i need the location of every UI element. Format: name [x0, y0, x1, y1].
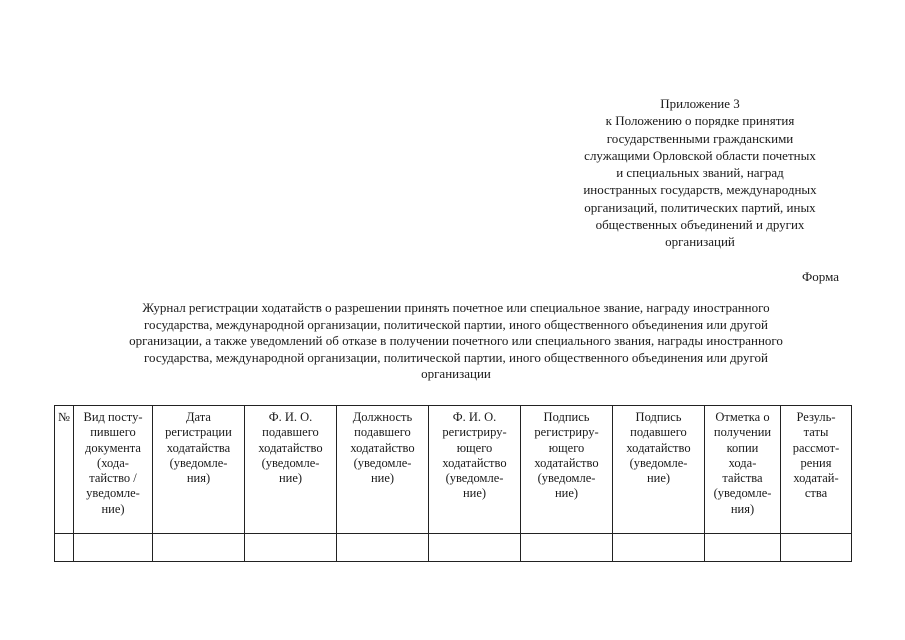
- column-header-applicant-position: Должность подавшего ходатайство (уведомле- ние): [337, 406, 429, 534]
- column-header-copy-receipt-mark: Отметка о получении копии хода- тайства (уведомле- ния): [705, 406, 781, 534]
- column-header-applicant-signature: Подпись подавшего ходатайство (уведомле- ние): [613, 406, 705, 534]
- appendix-line: государственными гражданскими: [606, 130, 794, 146]
- column-header-number: №: [55, 406, 74, 534]
- table-cell: [429, 534, 521, 562]
- form-label: Форма: [802, 269, 839, 284]
- column-header-applicant-name: Ф. И. О. подавшего ходатайство (уведомле- ние): [245, 406, 337, 534]
- column-header-registration-date: Дата регистрации ходатайства (уведомле- ния): [153, 406, 245, 534]
- table-cell: [337, 534, 429, 562]
- appendix-line: организаций: [665, 234, 735, 250]
- journal-title-line: Журнал регистрации ходатайств о разрешении принять почетное или специальное звание, награду иностранного: [142, 300, 770, 315]
- table-cell: [153, 534, 245, 562]
- table-header-row: [55, 406, 852, 534]
- appendix-reference: [548, 95, 852, 251]
- appendix-line: к Положению о порядке принятия: [605, 113, 795, 129]
- journal-title: [62, 300, 850, 383]
- appendix-line: иностранных государств, международных: [583, 182, 817, 198]
- column-header-document-type: Вид посту- пившего документа (хода- тайство / уведомле- ние): [74, 406, 153, 534]
- table-cell: [613, 534, 705, 562]
- journal-title-line: организации, а также уведомлений об отказе в получении почетного или специального звания, награды иностранного: [129, 333, 783, 349]
- appendix-line: Приложение 3: [660, 96, 740, 111]
- appendix-line: и специальных званий, наград: [616, 165, 784, 181]
- table-cell: [245, 534, 337, 562]
- journal-title-line: государства, международной организации, политической партии, иного общественного объединения или другой: [144, 316, 768, 332]
- table-cell: [55, 534, 74, 562]
- table-cell: [705, 534, 781, 562]
- registration-journal-table: [54, 405, 852, 562]
- column-header-registrar-name: Ф. И. О. регистриру- ющего ходатайство (уведомле- ние): [429, 406, 521, 534]
- table-cell: [521, 534, 613, 562]
- column-header-review-results: Резуль- таты рассмот- рения ходатай- ства: [781, 406, 852, 534]
- journal-title-line: организации: [421, 366, 491, 382]
- appendix-line: общественных объединений и других: [595, 217, 805, 233]
- table-row: [55, 534, 852, 562]
- table-cell: [781, 534, 852, 562]
- column-header-registrar-signature: Подпись регистриру- ющего ходатайство (уведомле- ние): [521, 406, 613, 534]
- appendix-line: организаций, политических партий, иных: [584, 199, 816, 215]
- journal-title-line: государства, международной организации, политической партии, иного общественного объединения или другой: [144, 349, 768, 365]
- table-cell: [74, 534, 153, 562]
- appendix-line: служащими Орловской области почетных: [584, 147, 816, 163]
